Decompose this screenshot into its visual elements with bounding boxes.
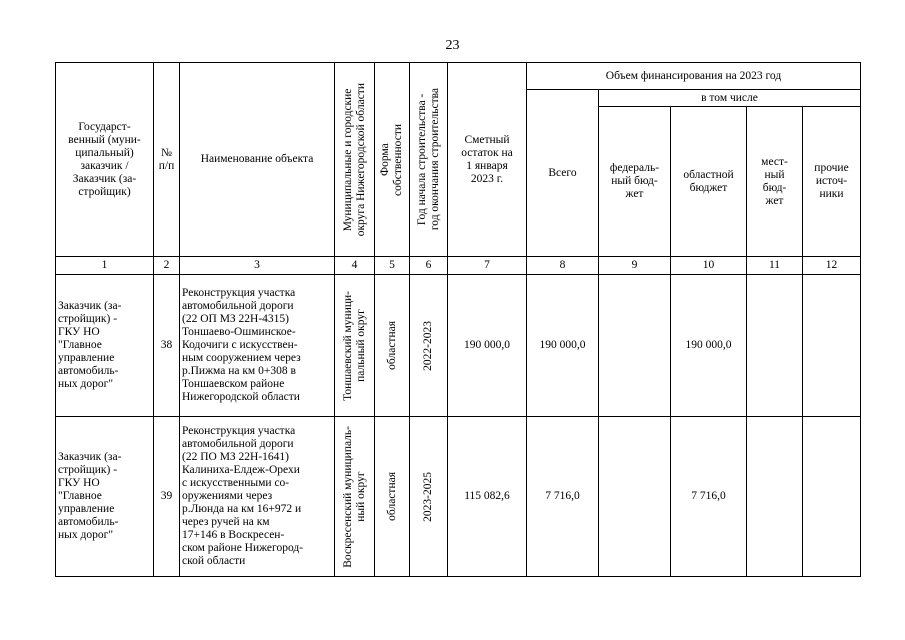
object-cell: Реконструкция участка автомобильной дороги (22 ОП МЗ 22Н-4315) Тоншаево-Ошминское- Кодочиги с искусствен- ным сооружением через р.Пижма на км 0+308 в Тоншаевском районе Нижегородской области (180, 275, 335, 417)
column-numbers-row (56, 257, 861, 275)
column-number: 12 (803, 257, 861, 275)
column-number: 7 (448, 257, 527, 275)
column-number: 1 (56, 257, 154, 275)
financing-table (55, 62, 861, 577)
table-row (56, 275, 861, 417)
header-customer: Государст- венный (муни- ципальный) заказчик / Заказчик (за- стройщик) (56, 63, 154, 257)
page-number: 23 (445, 38, 460, 53)
header-including: в том числе (599, 90, 861, 107)
ownership-cell: областная (375, 417, 410, 577)
column-number: 3 (180, 257, 335, 275)
header-years: Год начала строительства - год окончания строительства (410, 63, 448, 257)
column-number: 8 (527, 257, 599, 275)
district-cell: Воскресенский муниципаль- ный округ (335, 417, 375, 577)
header-regional: областной бюджет (671, 107, 747, 257)
column-number: 4 (335, 257, 375, 275)
header-object-name: Наименование объекта (180, 63, 335, 257)
remaining-cell: 115 082,6 (448, 417, 527, 577)
district-cell: Тоншаевский муници- пальный округ (335, 275, 375, 417)
column-number: 11 (747, 257, 803, 275)
other-cell (803, 417, 861, 577)
object-cell: Реконструкция участка автомобильной дороги (22 ПО МЗ 22Н-1641) Калиниха-Елдеж-Орехи с искусственными со- оружениями через р.Люнда на км 16+972 и через ручей на км 17+146 в Воскресен- ском районе Нижегород- ской области (180, 417, 335, 577)
regional-cell: 190 000,0 (671, 275, 747, 417)
local-cell (747, 417, 803, 577)
total-cell: 7 716,0 (527, 417, 599, 577)
column-number: 9 (599, 257, 671, 275)
local-cell (747, 275, 803, 417)
years-cell: 2022-2023 (410, 275, 448, 417)
total-cell: 190 000,0 (527, 275, 599, 417)
remaining-cell: 190 000,0 (448, 275, 527, 417)
column-number: 6 (410, 257, 448, 275)
column-number: 10 (671, 257, 747, 275)
federal-cell (599, 417, 671, 577)
column-number: 5 (375, 257, 410, 275)
regional-cell: 7 716,0 (671, 417, 747, 577)
header-number: № п/п (154, 63, 180, 257)
header-funding-group: Объем финансирования на 2023 год (527, 63, 861, 90)
column-number: 2 (154, 257, 180, 275)
header-other: прочие источ- ники (803, 107, 861, 257)
header-remaining: Сметный остаток на 1 января 2023 г. (448, 63, 527, 257)
years-cell: 2023-2025 (410, 417, 448, 577)
federal-cell (599, 275, 671, 417)
customer-cell: Заказчик (за- стройщик) - ГКУ НО "Главное управление автомобиль- ных дорог" (56, 417, 154, 577)
other-cell (803, 275, 861, 417)
table-row (56, 417, 861, 577)
header-district: Муниципальные и городские округа Нижегородской области (335, 63, 375, 257)
header-federal: федераль- ный бюд- жет (599, 107, 671, 257)
ownership-cell: областная (375, 275, 410, 417)
header-total: Всего (527, 90, 599, 257)
header-ownership: Форма собственности (375, 63, 410, 257)
number-cell: 39 (154, 417, 180, 577)
header-local: мест- ный бюд- жет (747, 107, 803, 257)
number-cell: 38 (154, 275, 180, 417)
customer-cell: Заказчик (за- стройщик) - ГКУ НО "Главное управление автомобиль- ных дорог" (56, 275, 154, 417)
